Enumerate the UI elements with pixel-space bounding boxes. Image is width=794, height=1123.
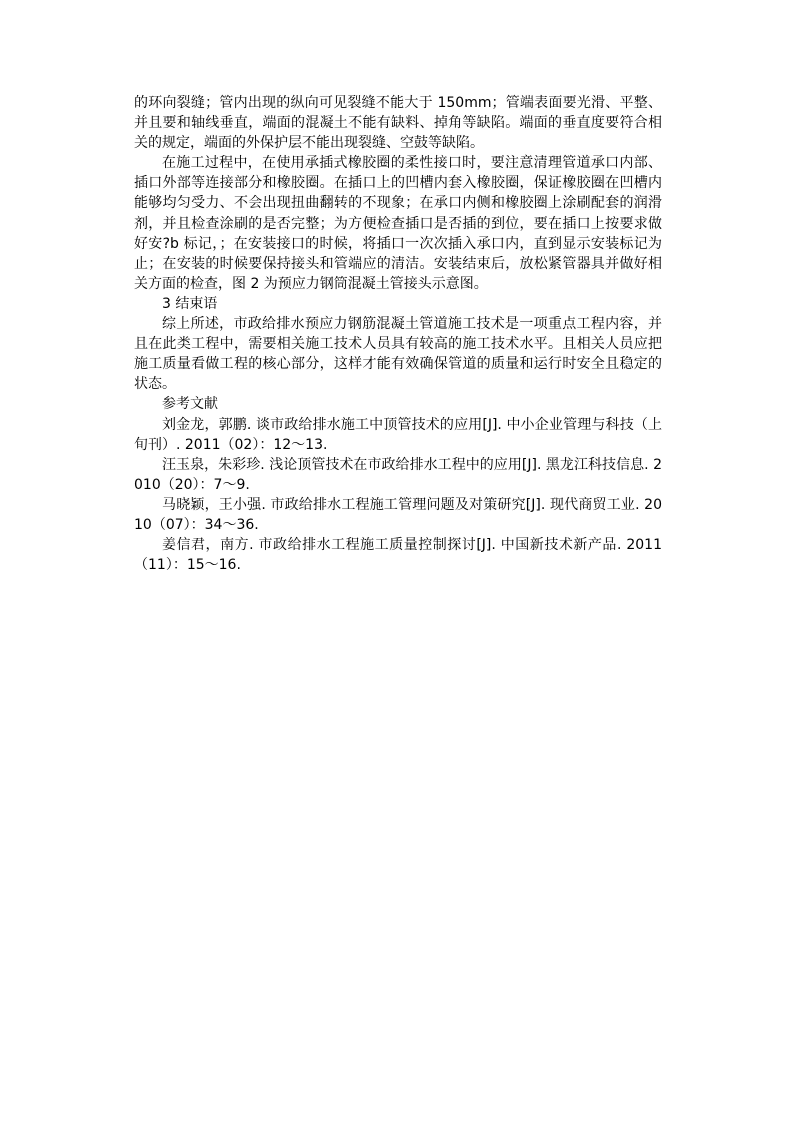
references-heading: 参考文献	[162, 396, 218, 413]
reference-item: 马晓颖，王小强. 市政给排水工程施工管理问题及对策研究[J]. 现代商贸工业. 2010（07）：34～36.	[134, 496, 662, 533]
conclusion-paragraph: 综上所述，市政给排水预应力钢筋混凝土管道施工技术是一项重点工程内容，并且在此类工程中，需要相关施工技术人员具有较高的施工技术水平。且相关人员应把施工质量看做工程的核心部分，这样才能有效确保管道的质量和运行时安全且稳定的状态。	[134, 316, 662, 393]
references-list	[134, 415, 662, 576]
document-page	[134, 93, 662, 575]
continuation-paragraph: 的环向裂缝；管内出现的纵向可见裂缝不能大于 150mm；管端表面要光滑、平整、并且要和轴线垂直，端面的混凝土不能有缺料、掉角等缺陷。端面的垂直度要符合相关的规定，端面的外保护层不能出现裂缝、空鼓等缺陷。	[134, 95, 662, 152]
installation-paragraph: 在施工过程中，在使用承插式橡胶圈的柔性接口时，要注意清理管道承口内部、插口外部等连接部分和橡胶圈。在插口上的凹槽内套入橡胶圈，保证橡胶圈在凹槽内能够均匀受力、不会出现扭曲翻转的不现象；在承口内侧和橡胶圈上涂刷配套的润滑剂，并且检查涂刷的是否完整；为方便检查插口是否插的到位，要在插口上按要求做好安?b 标记，；在安装接口的时候，将插口一次次插入承口内，直到显示安装标记为止；在安装的时候要保持接头和管端应的清洁。安装结束后，放松紧管器具并做好相关方面的检查，图 2 为预应力钢筒混凝土管接头示意图。	[134, 155, 662, 292]
reference-item: 汪玉泉，朱彩珍. 浅论顶管技术在市政给排水工程中的应用[J]. 黑龙江科技信息. 2010（20）：7～9.	[134, 456, 662, 493]
reference-item: 姜信君，南方. 市政给排水工程施工质量控制探讨[J]. 中国新技术新产品. 2011（11）：15～16.	[134, 537, 662, 574]
section-heading: 3 结束语	[162, 295, 218, 312]
reference-item: 刘金龙，郭鹏. 谈市政给排水施工中顶管技术的应用[J]. 中小企业管理与科技（上旬刊）. 2011（02）：12～13.	[134, 416, 662, 453]
